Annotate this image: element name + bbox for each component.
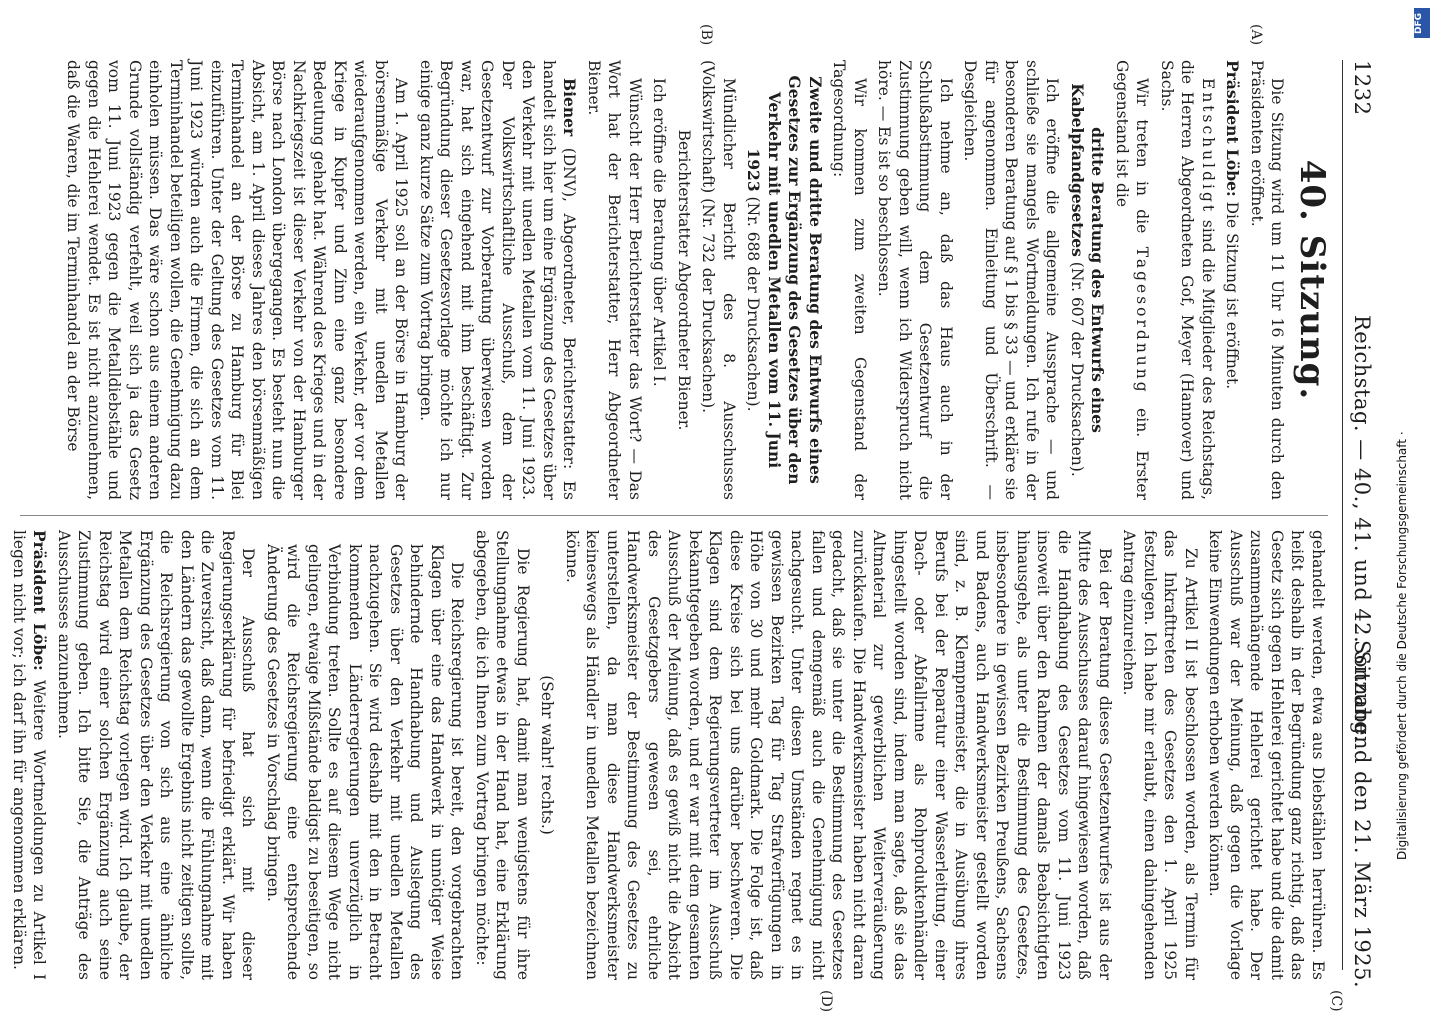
header-rule xyxy=(1342,60,1343,970)
left-column xyxy=(20,60,1332,500)
speaker-name: Präsident Löbe: xyxy=(1223,60,1243,197)
paragraph: Am 1. April 1925 soll an der Börse in Hamburg der börsenmäßige Verkehr mit unedlen Metallen wiederaufgenommen werden, ein Verkehr, der vor dem Kriege in Kupfer und Zinn eine ganz besondere Bedeutung gehabt hat. Während des Krieges und in der Nachkriegszeit ist dieser Verkehr von der Hamburger Börse nach London übergegangen. Es besteht nun die Absicht, am 1. April dieses Jahres den börsenmäßigen Terminhandel an der Börse zu Hamburg für Blei einzuführen. Unter der Geltung des Gesetzes vom 11. Juni 1923 würden auch die Firmen, die sich an dem Terminhandel beteiligen wollen, die Genehmigung dazu einholen müssen. Das wäre schon aus einem anderen Grunde vollständig verfehlt, weil sich ja das Gesetz vom 11. Juni 1923 gegen die Metalldiebstähle und gegen die Hehlerei wendet. Es ist nicht anzunehmen, daß die Waren, die im Terminhandel an der Börse xyxy=(64,60,411,500)
margin-marker-a: (A) xyxy=(1248,24,1264,46)
agenda-item xyxy=(743,60,825,500)
header-session-title: Reichstag. — 40., 41. und 42. Sitzung. xyxy=(1350,315,1374,743)
paragraph: Berichterstatter Abgeordneter Biener. xyxy=(675,129,693,431)
interjection: (Sehr wahr! rechts.) xyxy=(538,675,557,835)
paragraph: Zu Artikel II ist beschlossen worden, als Termin für das Inkrafttreten des Gesetzes den 1. April 1925 festzulegen. Ich habe mir erlaubt, einen dahingehenden Antrag einzureichen. xyxy=(1120,530,1200,980)
speaker-name: Biener xyxy=(560,78,580,137)
paragraph xyxy=(1222,60,1243,500)
margin-marker-d: (D) xyxy=(818,990,834,1012)
paragraph: Der Ausschuß hat sich mit dieser Regierungserklärung für befriedigt erklärt. Wir haben die Zuversicht, daß dann, wenn die Fühlungnahme mit den Ländern das gewollte Ergebnis nicht zeitigen sollte, die Reichsregierung von sich aus eine ähnliche Ergänzung des Gesetzes über den Verkehr mit unedlen Metallen dem Reichstag vorlegen wird. Ich glaube, der Reichstag wird einer solchen Ergänzung auch seine Zustimmung geben. Ich bitte Sie, die Anträge des Ausschusses anzunehmen. xyxy=(55,530,258,980)
page-header xyxy=(1342,60,1394,989)
paragraph-text: Wir treten in die xyxy=(1133,78,1152,247)
quoted-statement: Die Reichsregierung ist bereit, den vorgebrachten Klagen über eine das Handwerk in unnötiger Weise behindernde Handhabung und Auslegung des Gesetzes über den Verkehr mit unedlen Metallen nachzugehen. Sie wird deshalb mit den in Betracht kommenden Länderregierungen unverzüglich in Verbindung treten. Sollte es auf diesem Wege nicht gelingen, etwaige Mißstände baldigst zu beseitigen, so wird die Reichsregierung eine entsprechende Änderung des Gesetzes in Vorschlag bringen. xyxy=(264,544,467,980)
paragraph: Wünscht der Herr Berichterstatter das Wort? — Das Wort hat der Berichterstatter, Herr Abgeordneter Biener. xyxy=(585,60,644,500)
speech-text: (DNV), Abgeordneter, Berichterstatter: Es handelt sich hier um eine Ergänzung des Gesetzes über den Verkehr mit unedlen Metallen vom 11. Juni 1923. Der Volkswirtschaftliche Ausschuß, dem der Gesetzentwurf zur Vorberatung überwiesen worden war, hat sich eingehend mit ihm beschäftigt. Zur Begründung dieser Gesetzesvorlage möchte ich nur einige ganz kurze Sätze zum Vortrag bringen. xyxy=(417,60,579,500)
paragraph: Mündlicher Bericht des 8. Ausschusses (Volkswirtschaft) (Nr. 732 der Drucksachen). xyxy=(699,60,738,500)
agenda-item-ref: (Nr. 688 der Drucksachen). xyxy=(744,191,763,412)
column-divider xyxy=(20,515,1328,516)
paragraph: Ich nehme an, daß das Haus auch in der Schlußabstimmung dem Gesetzentwurf die Zustimmung geben will, wenn ich Widerspruch nicht höre. — Es ist so beschlossen. xyxy=(875,60,955,500)
paragraph: Wir kommen zum zweiten Gegenstand der Tagesordnung: xyxy=(830,60,869,500)
speech-text: Weitere Wortmeldungen zu Artikel I liegen nicht vor; ich darf ihn für angenommen erklären. xyxy=(10,530,49,980)
agenda-item-title: dritte Beratung des Entwurfs eines Kabelpfandgesetzes xyxy=(1068,83,1108,433)
paragraph-text: ein. Erster Gegenstand ist die xyxy=(1113,60,1152,500)
session-heading: 40. Sitzung. xyxy=(1292,159,1332,401)
dfg-logo: DFG xyxy=(1414,8,1430,38)
paragraph: Die Regierung hat, damit man wenigstens für ihre Stellungnahme etwas in der Hand hat, eine Erklärung abgegeben, die ich Ihnen zum Vortrag bringen möchte: xyxy=(473,530,532,980)
paragraph: Ich eröffne die Beratung über Artikel I. xyxy=(650,78,669,387)
paragraph-text: sind die Mitglieder des Reichstags, die Herren Abgeordneten Gof, Meyer (Hannover) und Sachs. xyxy=(1158,60,1217,500)
margin-marker-b: (B) xyxy=(698,24,714,46)
speech-text: Die Sitzung ist eröffnet. xyxy=(1223,196,1242,390)
paragraph xyxy=(1112,60,1153,500)
margin-marker-c: (C) xyxy=(1328,990,1344,1012)
header-date: Sonnabend den 21. März 1925. xyxy=(1350,640,1374,989)
agenda-item-ref: (Nr. 607 der Drucksachen). xyxy=(1068,256,1086,477)
page-number: 1232 xyxy=(1350,60,1374,116)
agenda-item-title: Zweite und dritte Beratung des Entwurfs eines Gesetzes zur Ergänzung des Gesetzes über den Verkehr mit unedlen Metallen vom 11. Juni 1923 xyxy=(744,75,825,485)
digitization-credit: Digitalisierung gefördert durch die Deutsche Forschungsgemeinschaft · xyxy=(1395,431,1409,860)
agenda-item xyxy=(1067,60,1108,500)
spaced-term: Entschuldigt xyxy=(1199,78,1217,215)
paragraph xyxy=(9,530,50,980)
speaker-name: Präsident Löbe: xyxy=(30,530,50,671)
paragraph xyxy=(1157,60,1219,500)
paragraph: Die Sitzung wird um 11 Uhr 16 Minuten durch den Präsidenten eröffnet. xyxy=(1248,60,1287,500)
paragraph: Bei der Beratung dieses Gesetzentwurfes ist aus der Mitte des Ausschusses darauf hingewiesen worden, daß die Handhabung des Gesetzes vom 11. Juni 1923 insoweit über den Rahmen der damals Beabsichtigten hinausgehe, als unter die Bestimmung des Gesetzes, insbesondere in gewissen Bezirken Preußens, Sachsens und Badens, auch Handwerksmeister gestellt worden sind, z. B. Klempnermeister, die in Ausübung ihres Berufs bei der Reparatur einer Wasserleitung, einer Dach- oder Abfallrinne als Rohproduktenhändler hingestellt worden sind, indem man sagte, daß sie das Altmaterial zur gewerblichen Weiterveräußerung zurückkaufen. Die Handwerksmeister haben nicht daran gedacht, daß sie unter die Bestimmung des Gesetzes fallen und demgemäß auch die Genehmigung nicht nachgesucht. Unter diesen Umständen regnet es in gewissen Bezirken Tag für Tag Strafverfügungen in Höhe von 30 und mehr Goldmark. Die Folge ist, daß diese Kreise sich bei uns darüber beschweren. Die Klagen sind dem Regierungsvertreter im Ausschuß bekanntgegeben worden, und er war mit dem gesamten Ausschuß der Meinung, daß es gewiß nicht die Absicht des Gesetzgebers gewesen sei, ehrliche Handwerksmeister der Bestimmung des Gesetzes zu unterstellen, da man diese Handwerksmeister keineswegs als Händler in unedlen Metallen bezeichnen könne. xyxy=(563,530,1114,980)
paragraph xyxy=(416,60,580,500)
paragraph: gehandelt werden, etwa aus Diebstählen herrühren. Es heißt deshalb in der Begründung ganz richtig, daß das Gesetz sich gegen Hehlerei gerichtet habe und die damit zusammenhängende Hehlerei gerichtet habe. Der Ausschuß war der Meinung, daß gegen die Vorlage keine Einwendungen erhoben werden können. xyxy=(1206,530,1327,980)
right-column xyxy=(10,530,1328,980)
spaced-term: Tagesordnung xyxy=(1133,246,1152,395)
paragraph: Ich eröffne die allgemeine Aussprache — und schließe sie mangels Wortmeldungen. Ich rufe in der besonderen Beratung auf § 1 bis § 33 — und erkläre sie für angenommen. Einleitung und Überschrift. — Desgleichen. xyxy=(961,60,1062,500)
